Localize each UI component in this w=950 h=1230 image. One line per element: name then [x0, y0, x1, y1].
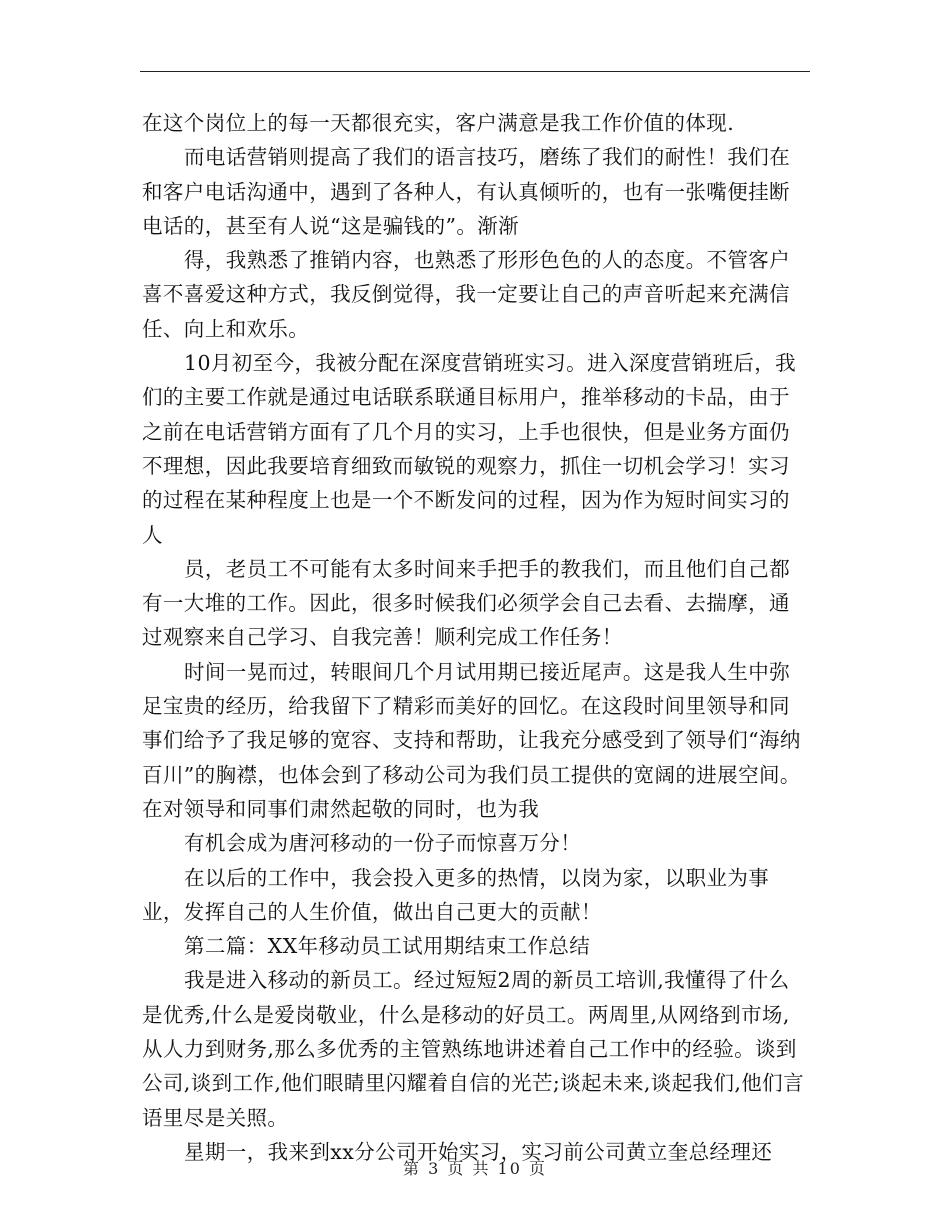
- paragraph-1: 在这个岗位上的每一天都很充实，客户满意是我工作价值的体现.: [142, 111, 735, 135]
- paragraph-5: 员，老员工不可能有太多时间来手把手的教我们，而且他们自己都有一大堆的工作。因此，很多时候我们必须学会自己去看、去揣摩，通过观察来自己学习、自我完善！顺利完成工作任务！: [142, 556, 791, 650]
- paragraph-6: 时间一晃而过，转眼间几个月试用期已接近尾声。这是我人生中弥足宝贵的经历，给我留下了精彩而美好的回忆。在这段时间里领导和同事们给予了我足够的宽容、支持和帮助，让我充分感受到了领导们“海纳百川”的胸襟，也体会到了移动公司为我们员工提供的宽阔的进展空间。在对领导和同事们肃然起敬的同时，也为我: [142, 659, 801, 821]
- header-rule: [140, 71, 810, 72]
- paragraph-3: 得，我熟悉了推销内容，也熟悉了形形色色的人的态度。不管客户喜不喜爱这种方式，我反倒觉得，我一定要让自己的声音听起来充满信任、向上和欢乐。: [142, 248, 791, 341]
- page-number-footer: 第 3 页 共 10 页: [403, 1159, 547, 1178]
- paragraph-8: 在以后的工作中，我会投入更多的热情，以岗为家，以职业为事业，发挥自己的人生价值，做出自己更大的贡献！: [142, 865, 770, 924]
- section-heading: 第二篇：XX年移动员工试用期结束工作总结: [184, 934, 591, 959]
- document-body: [142, 106, 810, 1169]
- paragraph-10: 我是进入移动的新员工。经过短短2周的新员工培训,我懂得了什么是优秀,什么是爱岗敬业，什么是移动的好员工。两周里,从网络到市场,从人力到财务,那么多优秀的主管熟练地讲述着自己工作中的经验。谈到公司,谈到工作,他们眼睛里闪耀着自信的光芒;谈起未来,谈起我们,他们言语里尽是关照。: [142, 968, 804, 1130]
- paragraph-11: 星期一，我来到xx分公司开始实习，实习前公司黄立奎总经理还: [184, 1139, 773, 1164]
- paragraph-4: 10月初至今，我被分配在深度营销班实习。进入深度营销班后，我们的主要工作就是通过电话联系联通目标用户，推举移动的卡品，由于之前在电话营销方面有了几个月的实习，上手也很快，但是业务方面仍不理想，因此我要培育细致而敏锐的观察力，抓住一切机会学习！实习的过程在某种程度上也是一个不断发问的过程，因为作为短时间实习的人: [142, 351, 797, 547]
- paragraph-7: 有机会成为唐河移动的一份子而惊喜万分！: [184, 831, 582, 856]
- paragraph-2: 而电话营销则提高了我们的语言技巧，磨练了我们的耐性！我们在和客户电话沟通中，遇到了各种人，有认真倾听的，也有一张嘴便挂断电话的，甚至有人说“这是骗钱的”。渐渐: [142, 145, 791, 238]
